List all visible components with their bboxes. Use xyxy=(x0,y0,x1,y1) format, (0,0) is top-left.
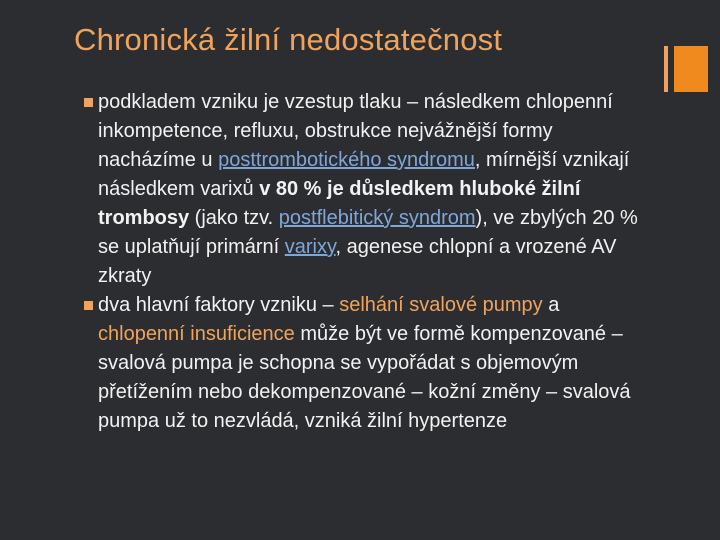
bullet2-text-1: dva hlavní faktory vzniku – xyxy=(98,294,340,316)
bullet2-highlight-2: chlopenní insuficience xyxy=(98,323,295,345)
bullet2-highlight-1: selhání svalové pumpy xyxy=(339,294,543,316)
bullet-square-icon xyxy=(84,98,93,107)
slide-content xyxy=(84,88,644,436)
slide-title: Chronická žilní nedostatečnost xyxy=(74,22,503,57)
link-varixy[interactable]: varixy xyxy=(284,236,336,258)
bullet2-text-3: může být ve formě kompenzované – svalová pumpa je schopna se vypořádat s objemovým přetížením nebo dekompenzované – kožní změny – svalová pumpa už to nezvládá, vzniká žilní hypertenze xyxy=(98,323,631,432)
bullet2-text-2: a xyxy=(542,294,560,316)
bullet1-text-3: (jako tzv. xyxy=(189,207,279,229)
bullet1-text-1: podkladem vzniku je vzestup tlaku – následkem chlopenní inkompetence, refluxu, obstrukce nejvážnější formy nacházíme u xyxy=(98,91,613,171)
link-postflebiticky-syndrom[interactable]: postflebitický syndrom xyxy=(278,207,476,229)
bullet1-text-4: ), ve zbylých 20 % se uplatňují primární xyxy=(98,207,638,258)
bullet-square-icon xyxy=(84,301,93,310)
bullet1-text-2: , mírnější vznikají následkem varixů xyxy=(98,149,630,200)
bullet1-text-5: , agenese chlopní a vrozené AV zkraty xyxy=(98,236,617,287)
link-posttromboticky-syndrom[interactable]: posttrombotického syndromu xyxy=(218,149,475,171)
accent-bar-thin xyxy=(664,46,668,92)
bullet-item-2 xyxy=(84,291,644,436)
bullet-item-1 xyxy=(84,88,644,291)
accent-decoration xyxy=(664,46,708,92)
bullet1-bold-text: v 80 % je důsledkem hluboké žilní trombosy xyxy=(98,178,581,229)
accent-bar-thick xyxy=(674,46,708,92)
